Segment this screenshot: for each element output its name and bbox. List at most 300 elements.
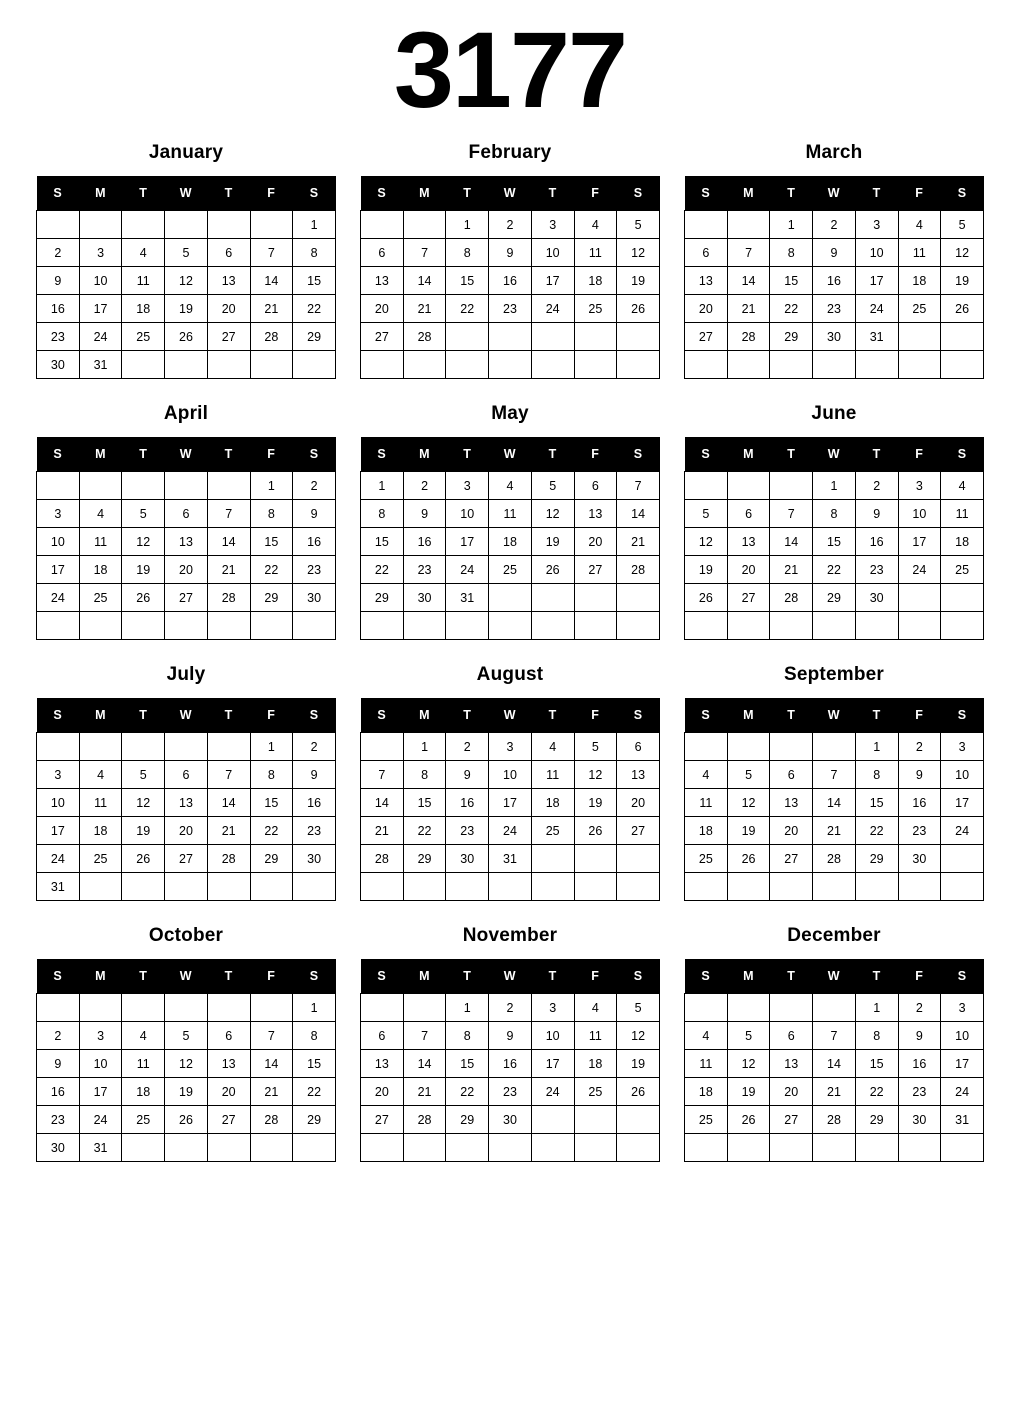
day-cell[interactable]: 5 xyxy=(122,761,165,789)
day-cell[interactable]: 22 xyxy=(293,1078,336,1106)
day-cell[interactable]: 8 xyxy=(361,500,404,528)
day-cell[interactable]: 11 xyxy=(79,789,122,817)
day-cell[interactable]: 2 xyxy=(898,994,941,1022)
day-cell[interactable]: 29 xyxy=(293,1106,336,1134)
day-cell[interactable]: 22 xyxy=(813,556,856,584)
day-cell[interactable]: 29 xyxy=(855,845,898,873)
day-cell[interactable]: 14 xyxy=(813,1050,856,1078)
day-cell[interactable]: 6 xyxy=(685,239,728,267)
day-cell[interactable]: 1 xyxy=(855,994,898,1022)
day-cell[interactable]: 19 xyxy=(617,1050,660,1078)
day-cell[interactable]: 15 xyxy=(250,789,293,817)
day-cell[interactable]: 29 xyxy=(250,845,293,873)
day-cell[interactable]: 5 xyxy=(122,500,165,528)
day-cell[interactable]: 26 xyxy=(165,323,208,351)
day-cell[interactable]: 1 xyxy=(770,211,813,239)
day-cell[interactable]: 29 xyxy=(446,1106,489,1134)
day-cell[interactable]: 13 xyxy=(685,267,728,295)
day-cell[interactable]: 18 xyxy=(531,789,574,817)
day-cell[interactable]: 16 xyxy=(293,789,336,817)
day-cell[interactable]: 2 xyxy=(37,1022,80,1050)
day-cell[interactable]: 22 xyxy=(855,817,898,845)
day-cell[interactable]: 24 xyxy=(941,1078,984,1106)
day-cell[interactable]: 13 xyxy=(165,789,208,817)
day-cell[interactable]: 12 xyxy=(941,239,984,267)
day-cell[interactable]: 18 xyxy=(79,556,122,584)
day-cell[interactable]: 20 xyxy=(165,817,208,845)
day-cell[interactable]: 12 xyxy=(122,789,165,817)
day-cell[interactable]: 29 xyxy=(361,584,404,612)
day-cell[interactable]: 16 xyxy=(37,1078,80,1106)
day-cell[interactable]: 24 xyxy=(37,845,80,873)
day-cell[interactable]: 13 xyxy=(727,528,770,556)
day-cell[interactable]: 30 xyxy=(446,845,489,873)
day-cell[interactable]: 8 xyxy=(403,761,446,789)
day-cell[interactable]: 24 xyxy=(855,295,898,323)
day-cell[interactable]: 3 xyxy=(855,211,898,239)
day-cell[interactable]: 6 xyxy=(770,1022,813,1050)
day-cell[interactable]: 9 xyxy=(403,500,446,528)
day-cell[interactable]: 5 xyxy=(617,211,660,239)
day-cell[interactable]: 3 xyxy=(531,211,574,239)
day-cell[interactable]: 20 xyxy=(727,556,770,584)
day-cell[interactable]: 18 xyxy=(122,1078,165,1106)
day-cell[interactable]: 26 xyxy=(165,1106,208,1134)
day-cell[interactable]: 25 xyxy=(574,1078,617,1106)
day-cell[interactable]: 18 xyxy=(685,1078,728,1106)
day-cell[interactable]: 11 xyxy=(122,1050,165,1078)
day-cell[interactable]: 23 xyxy=(37,1106,80,1134)
day-cell[interactable]: 2 xyxy=(855,472,898,500)
day-cell[interactable]: 17 xyxy=(941,789,984,817)
day-cell[interactable]: 4 xyxy=(489,472,532,500)
day-cell[interactable]: 26 xyxy=(531,556,574,584)
day-cell[interactable]: 3 xyxy=(941,994,984,1022)
day-cell[interactable]: 13 xyxy=(361,267,404,295)
day-cell[interactable]: 30 xyxy=(403,584,446,612)
day-cell[interactable]: 31 xyxy=(37,873,80,901)
day-cell[interactable]: 15 xyxy=(250,528,293,556)
day-cell[interactable]: 14 xyxy=(403,1050,446,1078)
day-cell[interactable]: 10 xyxy=(79,1050,122,1078)
day-cell[interactable]: 8 xyxy=(293,239,336,267)
day-cell[interactable]: 16 xyxy=(855,528,898,556)
day-cell[interactable]: 30 xyxy=(37,351,80,379)
day-cell[interactable]: 5 xyxy=(685,500,728,528)
day-cell[interactable]: 9 xyxy=(813,239,856,267)
day-cell[interactable]: 13 xyxy=(770,789,813,817)
day-cell[interactable]: 14 xyxy=(770,528,813,556)
day-cell[interactable]: 5 xyxy=(165,1022,208,1050)
day-cell[interactable]: 1 xyxy=(293,211,336,239)
day-cell[interactable]: 14 xyxy=(207,528,250,556)
day-cell[interactable]: 24 xyxy=(898,556,941,584)
day-cell[interactable]: 4 xyxy=(574,994,617,1022)
day-cell[interactable]: 15 xyxy=(446,1050,489,1078)
day-cell[interactable]: 15 xyxy=(293,267,336,295)
day-cell[interactable]: 15 xyxy=(403,789,446,817)
day-cell[interactable]: 1 xyxy=(293,994,336,1022)
day-cell[interactable]: 11 xyxy=(941,500,984,528)
day-cell[interactable]: 9 xyxy=(489,239,532,267)
day-cell[interactable]: 30 xyxy=(293,845,336,873)
day-cell[interactable]: 23 xyxy=(293,817,336,845)
day-cell[interactable]: 2 xyxy=(446,733,489,761)
day-cell[interactable]: 27 xyxy=(207,1106,250,1134)
day-cell[interactable]: 16 xyxy=(898,789,941,817)
day-cell[interactable]: 26 xyxy=(727,1106,770,1134)
day-cell[interactable]: 17 xyxy=(37,817,80,845)
day-cell[interactable]: 7 xyxy=(361,761,404,789)
day-cell[interactable]: 30 xyxy=(813,323,856,351)
day-cell[interactable]: 14 xyxy=(361,789,404,817)
day-cell[interactable]: 6 xyxy=(574,472,617,500)
day-cell[interactable]: 31 xyxy=(446,584,489,612)
day-cell[interactable]: 20 xyxy=(770,1078,813,1106)
day-cell[interactable]: 18 xyxy=(79,817,122,845)
day-cell[interactable]: 3 xyxy=(489,733,532,761)
day-cell[interactable]: 14 xyxy=(207,789,250,817)
day-cell[interactable]: 21 xyxy=(403,1078,446,1106)
day-cell[interactable]: 17 xyxy=(37,556,80,584)
day-cell[interactable]: 2 xyxy=(489,994,532,1022)
day-cell[interactable]: 9 xyxy=(489,1022,532,1050)
day-cell[interactable]: 19 xyxy=(574,789,617,817)
day-cell[interactable]: 4 xyxy=(685,1022,728,1050)
day-cell[interactable]: 6 xyxy=(361,239,404,267)
day-cell[interactable]: 22 xyxy=(446,295,489,323)
day-cell[interactable]: 12 xyxy=(165,1050,208,1078)
day-cell[interactable]: 25 xyxy=(531,817,574,845)
day-cell[interactable]: 6 xyxy=(165,761,208,789)
day-cell[interactable]: 13 xyxy=(574,500,617,528)
day-cell[interactable]: 16 xyxy=(403,528,446,556)
day-cell[interactable]: 25 xyxy=(79,845,122,873)
day-cell[interactable]: 11 xyxy=(898,239,941,267)
day-cell[interactable]: 17 xyxy=(531,267,574,295)
day-cell[interactable]: 19 xyxy=(165,1078,208,1106)
day-cell[interactable]: 11 xyxy=(79,528,122,556)
day-cell[interactable]: 29 xyxy=(813,584,856,612)
day-cell[interactable]: 18 xyxy=(898,267,941,295)
day-cell[interactable]: 13 xyxy=(617,761,660,789)
day-cell[interactable]: 6 xyxy=(727,500,770,528)
day-cell[interactable]: 8 xyxy=(813,500,856,528)
day-cell[interactable]: 3 xyxy=(37,761,80,789)
day-cell[interactable]: 1 xyxy=(855,733,898,761)
day-cell[interactable]: 2 xyxy=(37,239,80,267)
day-cell[interactable]: 22 xyxy=(770,295,813,323)
day-cell[interactable]: 25 xyxy=(685,845,728,873)
day-cell[interactable]: 1 xyxy=(250,733,293,761)
day-cell[interactable]: 28 xyxy=(617,556,660,584)
day-cell[interactable]: 28 xyxy=(403,323,446,351)
day-cell[interactable]: 8 xyxy=(446,239,489,267)
day-cell[interactable]: 9 xyxy=(37,1050,80,1078)
day-cell[interactable]: 8 xyxy=(250,500,293,528)
day-cell[interactable]: 2 xyxy=(403,472,446,500)
day-cell[interactable]: 20 xyxy=(574,528,617,556)
day-cell[interactable]: 14 xyxy=(813,789,856,817)
day-cell[interactable]: 22 xyxy=(446,1078,489,1106)
day-cell[interactable]: 10 xyxy=(79,267,122,295)
day-cell[interactable]: 8 xyxy=(250,761,293,789)
day-cell[interactable]: 14 xyxy=(250,267,293,295)
day-cell[interactable]: 22 xyxy=(855,1078,898,1106)
day-cell[interactable]: 21 xyxy=(250,295,293,323)
day-cell[interactable]: 20 xyxy=(361,295,404,323)
day-cell[interactable]: 8 xyxy=(446,1022,489,1050)
day-cell[interactable]: 9 xyxy=(898,1022,941,1050)
day-cell[interactable]: 28 xyxy=(207,584,250,612)
day-cell[interactable]: 10 xyxy=(898,500,941,528)
day-cell[interactable]: 20 xyxy=(207,1078,250,1106)
day-cell[interactable]: 31 xyxy=(489,845,532,873)
day-cell[interactable]: 1 xyxy=(813,472,856,500)
day-cell[interactable]: 28 xyxy=(770,584,813,612)
day-cell[interactable]: 23 xyxy=(898,1078,941,1106)
day-cell[interactable]: 11 xyxy=(489,500,532,528)
day-cell[interactable]: 25 xyxy=(122,323,165,351)
day-cell[interactable]: 27 xyxy=(685,323,728,351)
day-cell[interactable]: 30 xyxy=(293,584,336,612)
day-cell[interactable]: 4 xyxy=(79,761,122,789)
day-cell[interactable]: 31 xyxy=(79,1134,122,1162)
day-cell[interactable]: 11 xyxy=(685,789,728,817)
day-cell[interactable]: 27 xyxy=(207,323,250,351)
day-cell[interactable]: 20 xyxy=(207,295,250,323)
day-cell[interactable]: 15 xyxy=(855,1050,898,1078)
day-cell[interactable]: 22 xyxy=(293,295,336,323)
day-cell[interactable]: 4 xyxy=(685,761,728,789)
day-cell[interactable]: 12 xyxy=(685,528,728,556)
day-cell[interactable]: 16 xyxy=(293,528,336,556)
day-cell[interactable]: 23 xyxy=(489,295,532,323)
day-cell[interactable]: 6 xyxy=(207,239,250,267)
day-cell[interactable]: 23 xyxy=(489,1078,532,1106)
day-cell[interactable]: 29 xyxy=(855,1106,898,1134)
day-cell[interactable]: 26 xyxy=(617,295,660,323)
day-cell[interactable]: 25 xyxy=(122,1106,165,1134)
day-cell[interactable]: 7 xyxy=(207,500,250,528)
day-cell[interactable]: 19 xyxy=(617,267,660,295)
day-cell[interactable]: 27 xyxy=(617,817,660,845)
day-cell[interactable]: 22 xyxy=(361,556,404,584)
day-cell[interactable]: 7 xyxy=(403,239,446,267)
day-cell[interactable]: 9 xyxy=(37,267,80,295)
day-cell[interactable]: 27 xyxy=(165,584,208,612)
day-cell[interactable]: 22 xyxy=(250,817,293,845)
day-cell[interactable]: 26 xyxy=(122,845,165,873)
day-cell[interactable]: 10 xyxy=(855,239,898,267)
day-cell[interactable]: 1 xyxy=(446,211,489,239)
day-cell[interactable]: 27 xyxy=(727,584,770,612)
day-cell[interactable]: 24 xyxy=(489,817,532,845)
day-cell[interactable]: 30 xyxy=(898,1106,941,1134)
day-cell[interactable]: 22 xyxy=(403,817,446,845)
day-cell[interactable]: 27 xyxy=(770,845,813,873)
day-cell[interactable]: 29 xyxy=(403,845,446,873)
day-cell[interactable]: 23 xyxy=(293,556,336,584)
day-cell[interactable]: 29 xyxy=(770,323,813,351)
day-cell[interactable]: 4 xyxy=(941,472,984,500)
day-cell[interactable]: 9 xyxy=(855,500,898,528)
day-cell[interactable]: 25 xyxy=(79,584,122,612)
day-cell[interactable]: 7 xyxy=(770,500,813,528)
day-cell[interactable]: 15 xyxy=(855,789,898,817)
day-cell[interactable]: 16 xyxy=(489,1050,532,1078)
day-cell[interactable]: 10 xyxy=(941,1022,984,1050)
day-cell[interactable]: 6 xyxy=(165,500,208,528)
day-cell[interactable]: 29 xyxy=(293,323,336,351)
day-cell[interactable]: 24 xyxy=(79,1106,122,1134)
day-cell[interactable]: 7 xyxy=(813,761,856,789)
day-cell[interactable]: 7 xyxy=(727,239,770,267)
day-cell[interactable]: 2 xyxy=(293,472,336,500)
day-cell[interactable]: 21 xyxy=(813,817,856,845)
day-cell[interactable]: 11 xyxy=(685,1050,728,1078)
day-cell[interactable]: 30 xyxy=(37,1134,80,1162)
day-cell[interactable]: 21 xyxy=(207,556,250,584)
day-cell[interactable]: 15 xyxy=(770,267,813,295)
day-cell[interactable]: 10 xyxy=(37,528,80,556)
day-cell[interactable]: 7 xyxy=(250,239,293,267)
day-cell[interactable]: 26 xyxy=(941,295,984,323)
day-cell[interactable]: 28 xyxy=(727,323,770,351)
day-cell[interactable]: 1 xyxy=(361,472,404,500)
day-cell[interactable]: 20 xyxy=(685,295,728,323)
day-cell[interactable]: 4 xyxy=(531,733,574,761)
day-cell[interactable]: 19 xyxy=(165,295,208,323)
day-cell[interactable]: 15 xyxy=(361,528,404,556)
day-cell[interactable]: 28 xyxy=(813,1106,856,1134)
day-cell[interactable]: 16 xyxy=(813,267,856,295)
day-cell[interactable]: 21 xyxy=(727,295,770,323)
day-cell[interactable]: 13 xyxy=(165,528,208,556)
day-cell[interactable]: 8 xyxy=(293,1022,336,1050)
day-cell[interactable]: 20 xyxy=(617,789,660,817)
day-cell[interactable]: 17 xyxy=(855,267,898,295)
day-cell[interactable]: 14 xyxy=(403,267,446,295)
day-cell[interactable]: 9 xyxy=(898,761,941,789)
day-cell[interactable]: 7 xyxy=(813,1022,856,1050)
day-cell[interactable]: 19 xyxy=(941,267,984,295)
day-cell[interactable]: 10 xyxy=(446,500,489,528)
day-cell[interactable]: 21 xyxy=(250,1078,293,1106)
day-cell[interactable]: 22 xyxy=(250,556,293,584)
day-cell[interactable]: 23 xyxy=(403,556,446,584)
day-cell[interactable]: 7 xyxy=(207,761,250,789)
day-cell[interactable]: 2 xyxy=(813,211,856,239)
day-cell[interactable]: 23 xyxy=(37,323,80,351)
day-cell[interactable]: 28 xyxy=(403,1106,446,1134)
day-cell[interactable]: 26 xyxy=(727,845,770,873)
day-cell[interactable]: 26 xyxy=(574,817,617,845)
day-cell[interactable]: 17 xyxy=(941,1050,984,1078)
day-cell[interactable]: 30 xyxy=(855,584,898,612)
day-cell[interactable]: 31 xyxy=(79,351,122,379)
day-cell[interactable]: 1 xyxy=(403,733,446,761)
day-cell[interactable]: 17 xyxy=(531,1050,574,1078)
day-cell[interactable]: 8 xyxy=(770,239,813,267)
day-cell[interactable]: 1 xyxy=(446,994,489,1022)
day-cell[interactable]: 2 xyxy=(489,211,532,239)
day-cell[interactable]: 24 xyxy=(446,556,489,584)
day-cell[interactable]: 10 xyxy=(531,239,574,267)
day-cell[interactable]: 19 xyxy=(531,528,574,556)
day-cell[interactable]: 20 xyxy=(770,817,813,845)
day-cell[interactable]: 9 xyxy=(446,761,489,789)
day-cell[interactable]: 11 xyxy=(531,761,574,789)
day-cell[interactable]: 15 xyxy=(446,267,489,295)
day-cell[interactable]: 3 xyxy=(37,500,80,528)
day-cell[interactable]: 13 xyxy=(207,1050,250,1078)
day-cell[interactable]: 3 xyxy=(446,472,489,500)
day-cell[interactable]: 24 xyxy=(37,584,80,612)
day-cell[interactable]: 11 xyxy=(122,267,165,295)
day-cell[interactable]: 19 xyxy=(122,556,165,584)
day-cell[interactable]: 5 xyxy=(165,239,208,267)
day-cell[interactable]: 30 xyxy=(489,1106,532,1134)
day-cell[interactable]: 19 xyxy=(685,556,728,584)
day-cell[interactable]: 4 xyxy=(574,211,617,239)
day-cell[interactable]: 15 xyxy=(813,528,856,556)
day-cell[interactable]: 17 xyxy=(446,528,489,556)
day-cell[interactable]: 2 xyxy=(898,733,941,761)
day-cell[interactable]: 19 xyxy=(122,817,165,845)
day-cell[interactable]: 21 xyxy=(361,817,404,845)
day-cell[interactable]: 3 xyxy=(79,1022,122,1050)
day-cell[interactable]: 17 xyxy=(79,295,122,323)
day-cell[interactable]: 25 xyxy=(685,1106,728,1134)
day-cell[interactable]: 18 xyxy=(574,1050,617,1078)
day-cell[interactable]: 8 xyxy=(855,1022,898,1050)
day-cell[interactable]: 24 xyxy=(531,295,574,323)
day-cell[interactable]: 26 xyxy=(685,584,728,612)
day-cell[interactable]: 7 xyxy=(403,1022,446,1050)
day-cell[interactable]: 12 xyxy=(617,1022,660,1050)
day-cell[interactable]: 28 xyxy=(250,323,293,351)
day-cell[interactable]: 19 xyxy=(727,1078,770,1106)
day-cell[interactable]: 14 xyxy=(617,500,660,528)
day-cell[interactable]: 6 xyxy=(770,761,813,789)
day-cell[interactable]: 5 xyxy=(941,211,984,239)
day-cell[interactable]: 9 xyxy=(293,761,336,789)
day-cell[interactable]: 21 xyxy=(770,556,813,584)
day-cell[interactable]: 5 xyxy=(727,761,770,789)
day-cell[interactable]: 15 xyxy=(293,1050,336,1078)
day-cell[interactable]: 4 xyxy=(122,239,165,267)
day-cell[interactable]: 28 xyxy=(361,845,404,873)
day-cell[interactable]: 31 xyxy=(941,1106,984,1134)
day-cell[interactable]: 25 xyxy=(489,556,532,584)
day-cell[interactable]: 2 xyxy=(293,733,336,761)
day-cell[interactable]: 14 xyxy=(727,267,770,295)
day-cell[interactable]: 1 xyxy=(250,472,293,500)
day-cell[interactable]: 12 xyxy=(531,500,574,528)
day-cell[interactable]: 21 xyxy=(403,295,446,323)
day-cell[interactable]: 31 xyxy=(855,323,898,351)
day-cell[interactable]: 25 xyxy=(898,295,941,323)
day-cell[interactable]: 27 xyxy=(361,1106,404,1134)
day-cell[interactable]: 18 xyxy=(685,817,728,845)
day-cell[interactable]: 18 xyxy=(574,267,617,295)
day-cell[interactable]: 27 xyxy=(361,323,404,351)
day-cell[interactable]: 28 xyxy=(813,845,856,873)
day-cell[interactable]: 23 xyxy=(813,295,856,323)
day-cell[interactable]: 6 xyxy=(361,1022,404,1050)
day-cell[interactable]: 20 xyxy=(361,1078,404,1106)
